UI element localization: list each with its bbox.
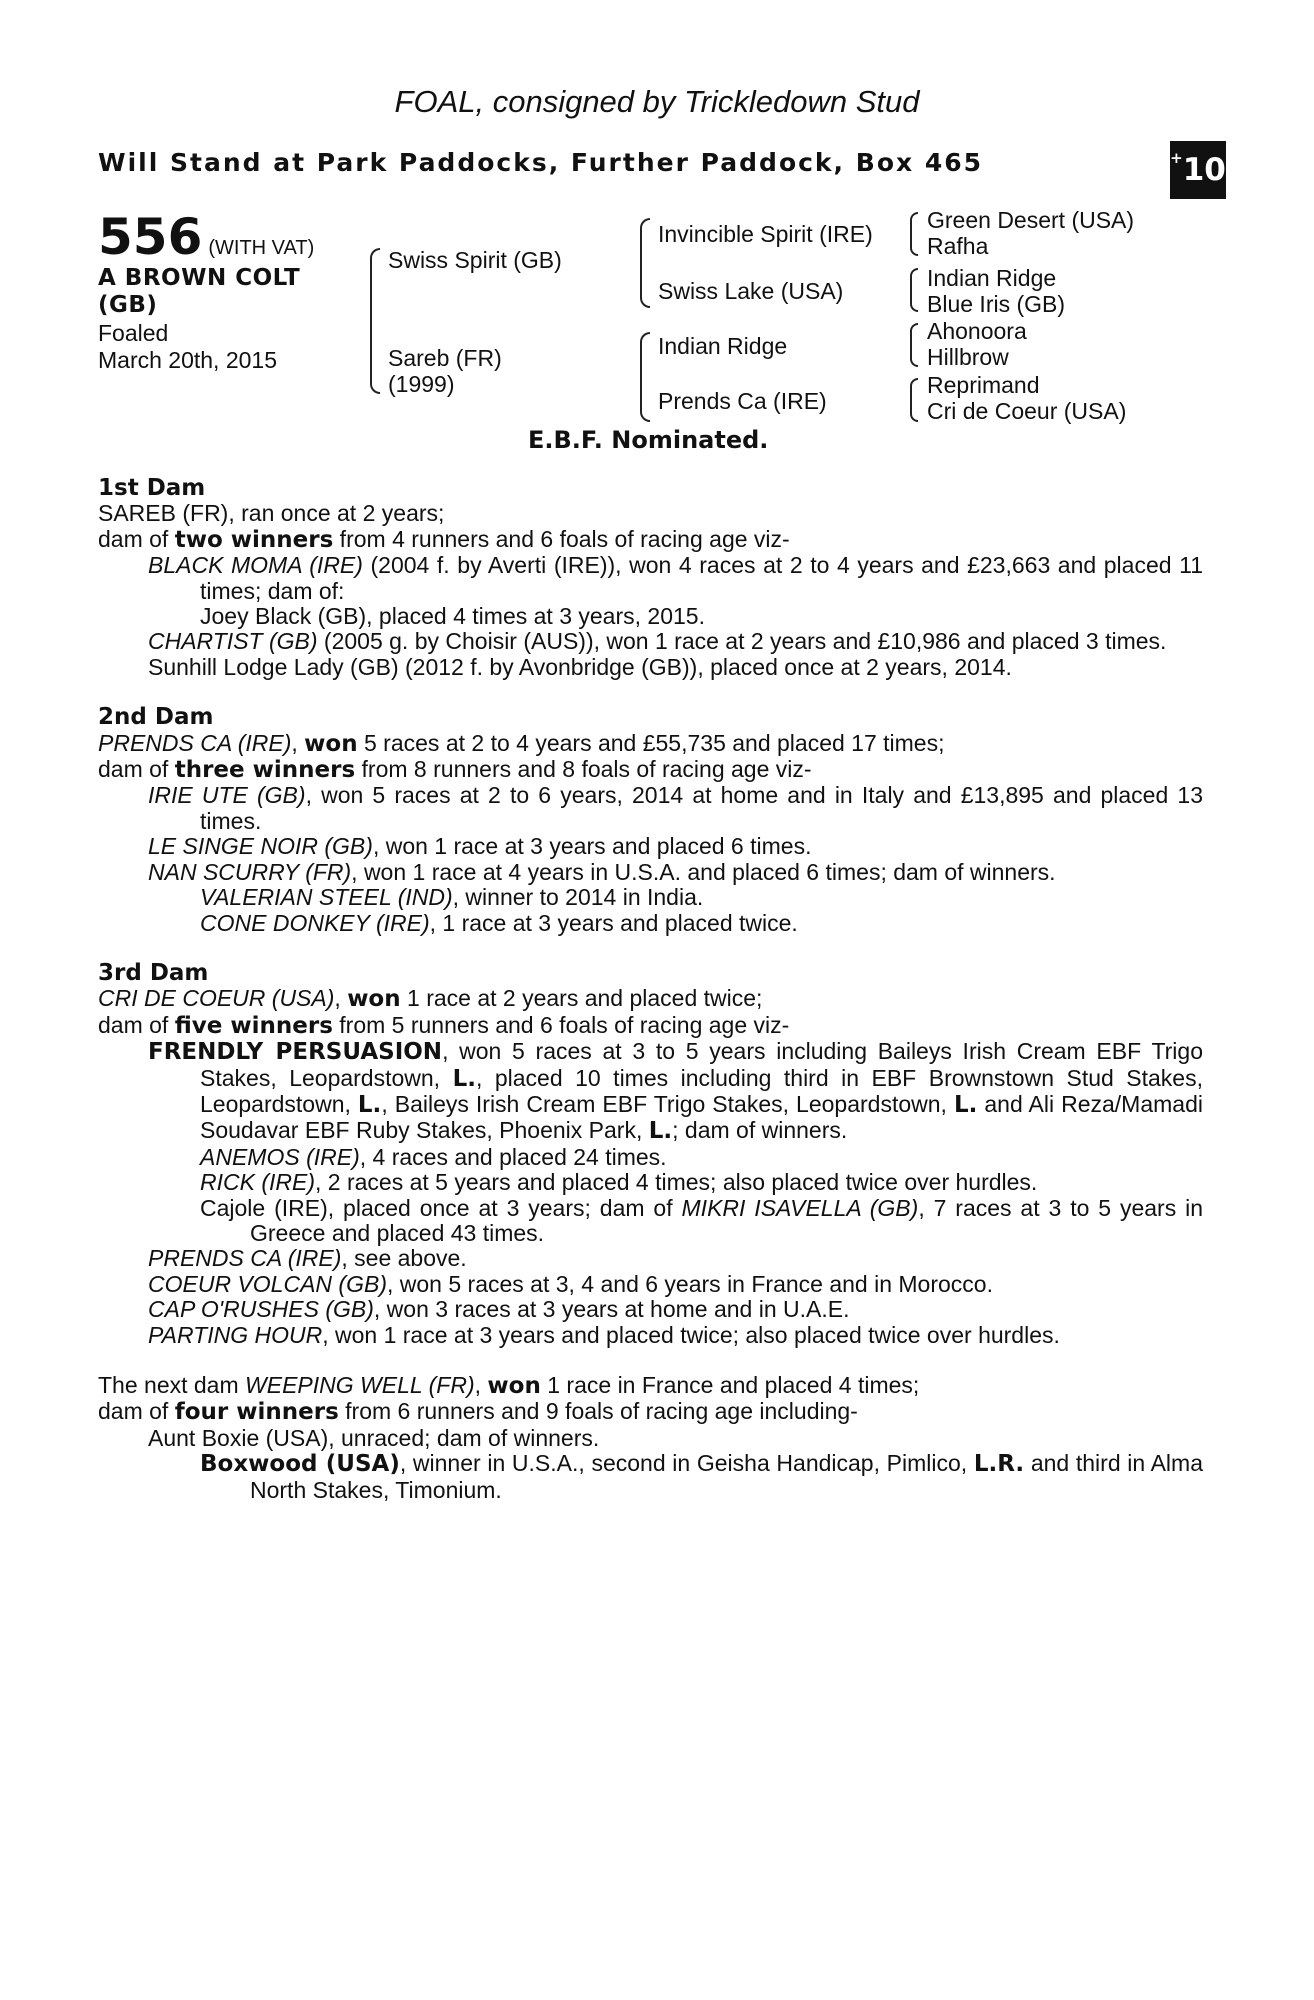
- third-dam-heading: 3rd Dam: [98, 959, 209, 986]
- pedigree-ggp-3: Indian Ridge: [927, 265, 1057, 291]
- badge-number: 10: [1182, 152, 1226, 188]
- pedigree-dam-dam: Prends Ca (IRE): [658, 388, 827, 414]
- pedigree-bracket-g2: [910, 268, 918, 312]
- third-dam-produce-3: COEUR VOLCAN (GB), won 5 races at 3, 4 and 6 years in France and in Morocco.: [148, 1270, 993, 1297]
- pedigree-bracket-g1: [910, 212, 918, 256]
- second-dam-produce-3: NAN SCURRY (FR), won 1 race at 4 years in U.S.A. and placed 6 times; dam of winners.: [148, 858, 1056, 885]
- pedigree-bracket-g4: [910, 378, 918, 422]
- pedigree-ggp-5: Ahonoora: [927, 318, 1027, 344]
- pedigree-sire: Swiss Spirit (GB): [388, 247, 562, 273]
- second-dam-produce-2: LE SINGE NOIR (GB), won 1 race at 3 years and placed 6 times.: [148, 833, 812, 860]
- ebf-nominated: E.B.F. Nominated.: [528, 426, 769, 454]
- pedigree-ggp-1: Green Desert (USA): [927, 207, 1135, 233]
- third-dam-line2: dam of five winners from 5 runners and 6 foals of racing age viz-: [98, 1011, 790, 1039]
- first-dam-line1: SAREB (FR), ran once at 2 years;: [98, 500, 445, 527]
- first-dam-produce-1: BLACK MOMA (IRE) (2004 f. by Averti (IRE)), won 4 races at 2 to 4 years and £23,663 and placed 11 times; dam of:: [148, 552, 1203, 604]
- pedigree-ggp-6: Hillbrow: [927, 344, 1009, 370]
- lot-description: [98, 265, 300, 319]
- stand-location: Will Stand at Park Paddocks, Further Paddock, Box 465: [98, 148, 984, 177]
- catalogue-body: [98, 476, 1203, 1503]
- lot-description-line2: (GB): [98, 292, 158, 318]
- third-dam-produce-1-sub2: RICK (IRE), 2 races at 5 years and placed 4 times; also placed twice over hurdles.: [200, 1169, 1038, 1196]
- lot-number-block: [98, 208, 315, 266]
- lot-description-line1: A BROWN COLT: [98, 265, 301, 291]
- first-dam-produce-3: Sunhill Lodge Lady (GB) (2012 f. by Avonbridge (GB)), placed once at 2 years, 2014.: [148, 653, 1012, 680]
- first-dam-heading: 1st Dam: [98, 475, 206, 501]
- third-dam-produce-1-sub3: Cajole (IRE), placed once at 3 years; dam of MIKRI ISAVELLA (GB), 7 races at 3 to 5 years in Greece and placed 43 times.: [200, 1194, 1203, 1246]
- second-dam-produce-1: IRIE UTE (GB), won 5 races at 2 to 6 years, 2014 at home and in Italy and £13,895 and placed 13 times.: [148, 782, 1203, 834]
- next-dam-produce-1-sub1: Boxwood (USA), winner in U.S.A., second in Geisha Handicap, Pimlico, L.R. and third in Alma North Stakes, Timonium.: [200, 1450, 1203, 1503]
- pedigree-bracket-dam: [640, 332, 650, 422]
- page-badge: [1170, 141, 1226, 199]
- second-dam-produce-3-sub1: VALERIAN STEEL (IND), winner to 2014 in India.: [200, 884, 704, 911]
- second-dam-line2: dam of three winners from 8 runners and 8 foals of racing age viz-: [98, 756, 812, 784]
- pedigree-bracket-sire: [640, 218, 650, 308]
- third-dam-produce-1-sub1: ANEMOS (IRE), 4 races and placed 24 times.: [200, 1143, 667, 1170]
- pedigree-ggp-7: Reprimand: [927, 372, 1040, 398]
- foaled-info: [98, 320, 277, 374]
- consignor-heading: FOAL, consigned by Trickledown Stud: [394, 84, 920, 119]
- first-dam-line2: dam of two winners from 4 runners and 6 foals of racing age viz-: [98, 525, 790, 553]
- pedigree-sire-sire: Invincible Spirit (IRE): [658, 221, 873, 247]
- next-dam-line1: The next dam WEEPING WELL (FR), won 1 race in France and placed 4 times;: [98, 1372, 920, 1399]
- pedigree-bracket-g3: [910, 323, 918, 367]
- next-dam-line2: dam of four winners from 6 runners and 9 foals of racing age including-: [98, 1398, 858, 1426]
- next-dam-produce-1: Aunt Boxie (USA), unraced; dam of winners.: [148, 1424, 600, 1451]
- third-dam-produce-2: PRENDS CA (IRE), see above.: [148, 1245, 467, 1272]
- pedigree-ggp-2: Rafha: [927, 233, 989, 259]
- first-dam-produce-1-sub: Joey Black (GB), placed 4 times at 3 years, 2015.: [200, 603, 705, 630]
- pedigree-ggp-4: Blue Iris (GB): [927, 291, 1066, 317]
- foaled-label: Foaled: [98, 320, 169, 346]
- pedigree-dam-sire: Indian Ridge: [658, 333, 788, 359]
- third-dam-line1: CRI DE COEUR (USA), won 1 race at 2 years and placed twice;: [98, 985, 763, 1013]
- pedigree-dam-year: (1999): [388, 371, 455, 397]
- third-dam-produce-4: CAP O'RUSHES (GB), won 3 races at 3 years at home and in U.A.E.: [148, 1296, 850, 1323]
- pedigree-dam: [388, 345, 502, 397]
- second-dam-line1: PRENDS CA (IRE), won 5 races at 2 to 4 years and £55,735 and placed 17 times;: [98, 729, 945, 757]
- third-dam-produce-5: PARTING HOUR, won 1 race at 3 years and placed twice; also placed twice over hurdles.: [148, 1321, 1060, 1348]
- badge-plus: +: [1170, 149, 1183, 167]
- second-dam-produce-3-sub2: CONE DONKEY (IRE), 1 race at 3 years and placed twice.: [200, 909, 798, 936]
- pedigree-sire-dam: Swiss Lake (USA): [658, 278, 844, 304]
- second-dam-heading: 2nd Dam: [98, 704, 214, 731]
- pedigree-dam-name: Sareb (FR): [388, 345, 502, 371]
- lot-number: 556: [98, 208, 203, 266]
- first-dam-produce-2: CHARTIST (GB) (2005 g. by Choisir (AUS)), won 1 race at 2 years and £10,986 and placed 3 times.: [148, 628, 1167, 655]
- pedigree-ggp-8: Cri de Coeur (USA): [927, 398, 1127, 424]
- pedigree-bracket-main: [370, 248, 380, 394]
- third-dam-produce-1: FRENDLY PERSUASION, won 5 races at 3 to 5 years including Baileys Irish Cream EBF Trigo Stakes, Leopardstown, L., placed 10 times including third in EBF Brownstown Stud Stakes, Leopardstown, L., Baileys Irish Cream EBF Trigo Stakes, Leopardstown, L. and Ali Reza/Mamadi Soudavar EBF Ruby Stakes, Phoenix Park, L.; dam of winners.: [148, 1038, 1203, 1145]
- lot-vat: (WITH VAT): [208, 237, 315, 259]
- foaled-date: March 20th, 2015: [98, 347, 278, 373]
